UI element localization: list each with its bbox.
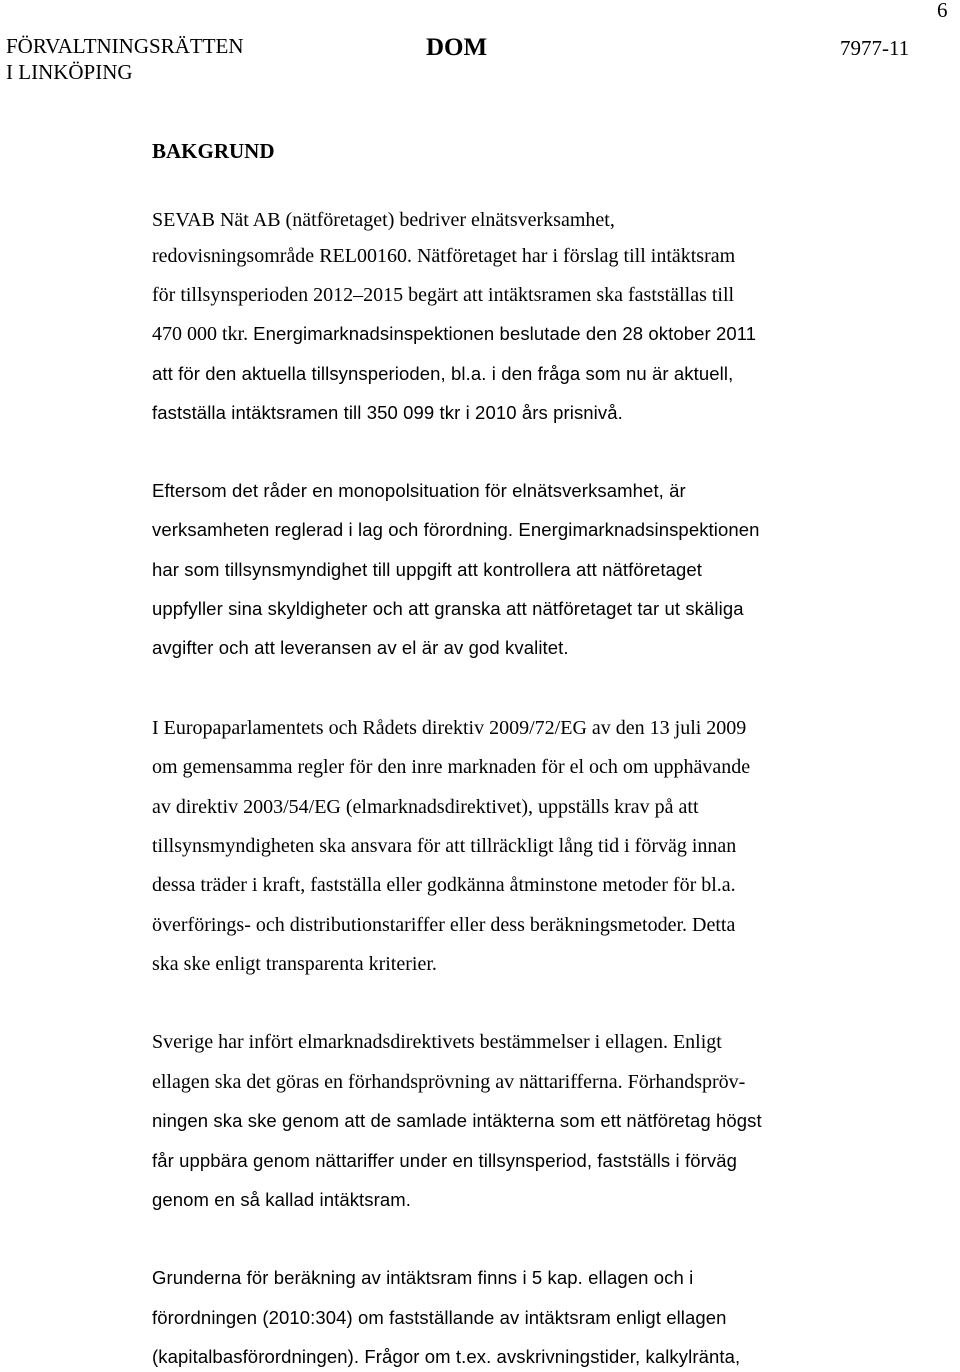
text-segment: ellagen ska det göras en förhandsprövning av nättarifferna. Förhandspröv- [152, 1071, 746, 1093]
text-segment: för tillsynsperioden 2012–2015 begärt att intäktsramen ska fastställas till [152, 284, 735, 306]
text-line [152, 401, 623, 425]
text-segment: Sverige har infört elmarknadsdirektivets bestämmelser i ellagen. Enligt [152, 1031, 722, 1053]
text-segment: genom en så kallad intäktsram. [152, 1189, 412, 1210]
text-line [152, 597, 744, 621]
court-name [6, 33, 244, 85]
text-line [152, 834, 736, 858]
text-segment: att för den aktuella tillsynsperioden, bl.a. i den fråga som nu är aktuell, [152, 363, 734, 384]
text-line [152, 873, 736, 897]
text-segment: uppfyller sina skyldigheter och att granska att nätföretaget tar ut skäliga [152, 598, 744, 619]
text-segment: tillsynsmyndigheten ska ansvara för att tillräckligt lång tid i förväg innan [152, 835, 737, 857]
text-segment: Eftersom det råder en monopolsituation för elnätsverksamhet, är [152, 480, 686, 501]
text-line [152, 1109, 762, 1133]
text-line [152, 518, 760, 542]
court-name-line-2: I LINKÖPING [6, 60, 133, 84]
text-segment: Grunderna för beräkning av intäktsram finns i 5 kap. ellagen och i [152, 1267, 694, 1288]
text-segment: överförings- och distributionstariffer eller dess beräkningsmetoder. Detta [152, 914, 736, 936]
text-line [152, 1070, 745, 1094]
page-number: 6 [937, 0, 948, 22]
text-line [152, 1266, 693, 1290]
text-segment: SEVAB Nät AB (nätföretaget) bedriver elnätsverksamhet, [152, 209, 615, 231]
text-segment: redovisningsområde REL00160. Nätföretaget har i förslag till intäktsram [152, 245, 736, 267]
text-segment: Energimarknadsinspektionen beslutade den 28 oktober 2011 [253, 323, 757, 344]
court-name-line-1: FÖRVALTNINGSRÄTTEN [6, 34, 244, 58]
case-number: 7977-11 [840, 36, 910, 60]
text-line [152, 558, 702, 582]
text-segment: om gemensamma regler för den inre marknaden för el och om upphävande [152, 756, 751, 778]
text-line [152, 755, 750, 779]
text-line [152, 913, 735, 937]
text-segment: fastställa intäktsramen till 350 099 tkr i 2010 års prisnivå. [152, 402, 623, 423]
text-segment: har som tillsynsmyndighet till uppgift att kontrollera att nätföretaget [152, 559, 703, 580]
text-segment: I Europaparlamentets och Rådets direktiv 2009/72/EG av den 13 juli 2009 [152, 717, 747, 739]
text-line [152, 795, 699, 819]
text-line [152, 479, 686, 503]
text-line [152, 1149, 737, 1173]
text-segment: ska ske enligt transparenta kriterier. [152, 953, 437, 975]
text-line [152, 636, 569, 660]
text-line [152, 362, 733, 386]
text-segment: 470 000 tkr. [152, 323, 254, 345]
text-segment: ningen ska ske genom att de samlade intäkterna som ett nätföretag högst [152, 1110, 762, 1131]
text-line [152, 952, 437, 976]
document-type: DOM [426, 34, 488, 61]
text-line [152, 1345, 740, 1369]
text-line [152, 1306, 727, 1330]
text-segment: verksamheten reglerad i lag och förordning. Energimarknadsinspektionen [152, 519, 760, 540]
text-line [152, 283, 734, 307]
text-segment: dessa träder i kraft, fastställa eller godkänna åtminstone metoder för bl.a. [152, 874, 736, 896]
text-line [152, 716, 746, 740]
text-segment: får uppbära genom nättariffer under en tillsynsperiod, fastställs i förväg [152, 1150, 737, 1171]
text-segment: avgifter och att leveransen av el är av god kvalitet. [152, 637, 569, 658]
text-line [152, 1188, 411, 1212]
text-segment: förordningen (2010:304) om fastställande av intäktsram enligt ellagen [152, 1307, 727, 1328]
text-line [152, 208, 615, 232]
text-line [152, 1030, 722, 1054]
text-line [152, 244, 735, 268]
text-line [152, 322, 756, 346]
text-segment: (kapitalbasförordningen). Frågor om t.ex. avskrivningstider, kalkylränta, [152, 1346, 741, 1367]
text-segment: av direktiv 2003/54/EG (elmarknadsdirektivet), uppställs krav på att [152, 796, 699, 818]
section-heading: BAKGRUND [152, 139, 275, 163]
